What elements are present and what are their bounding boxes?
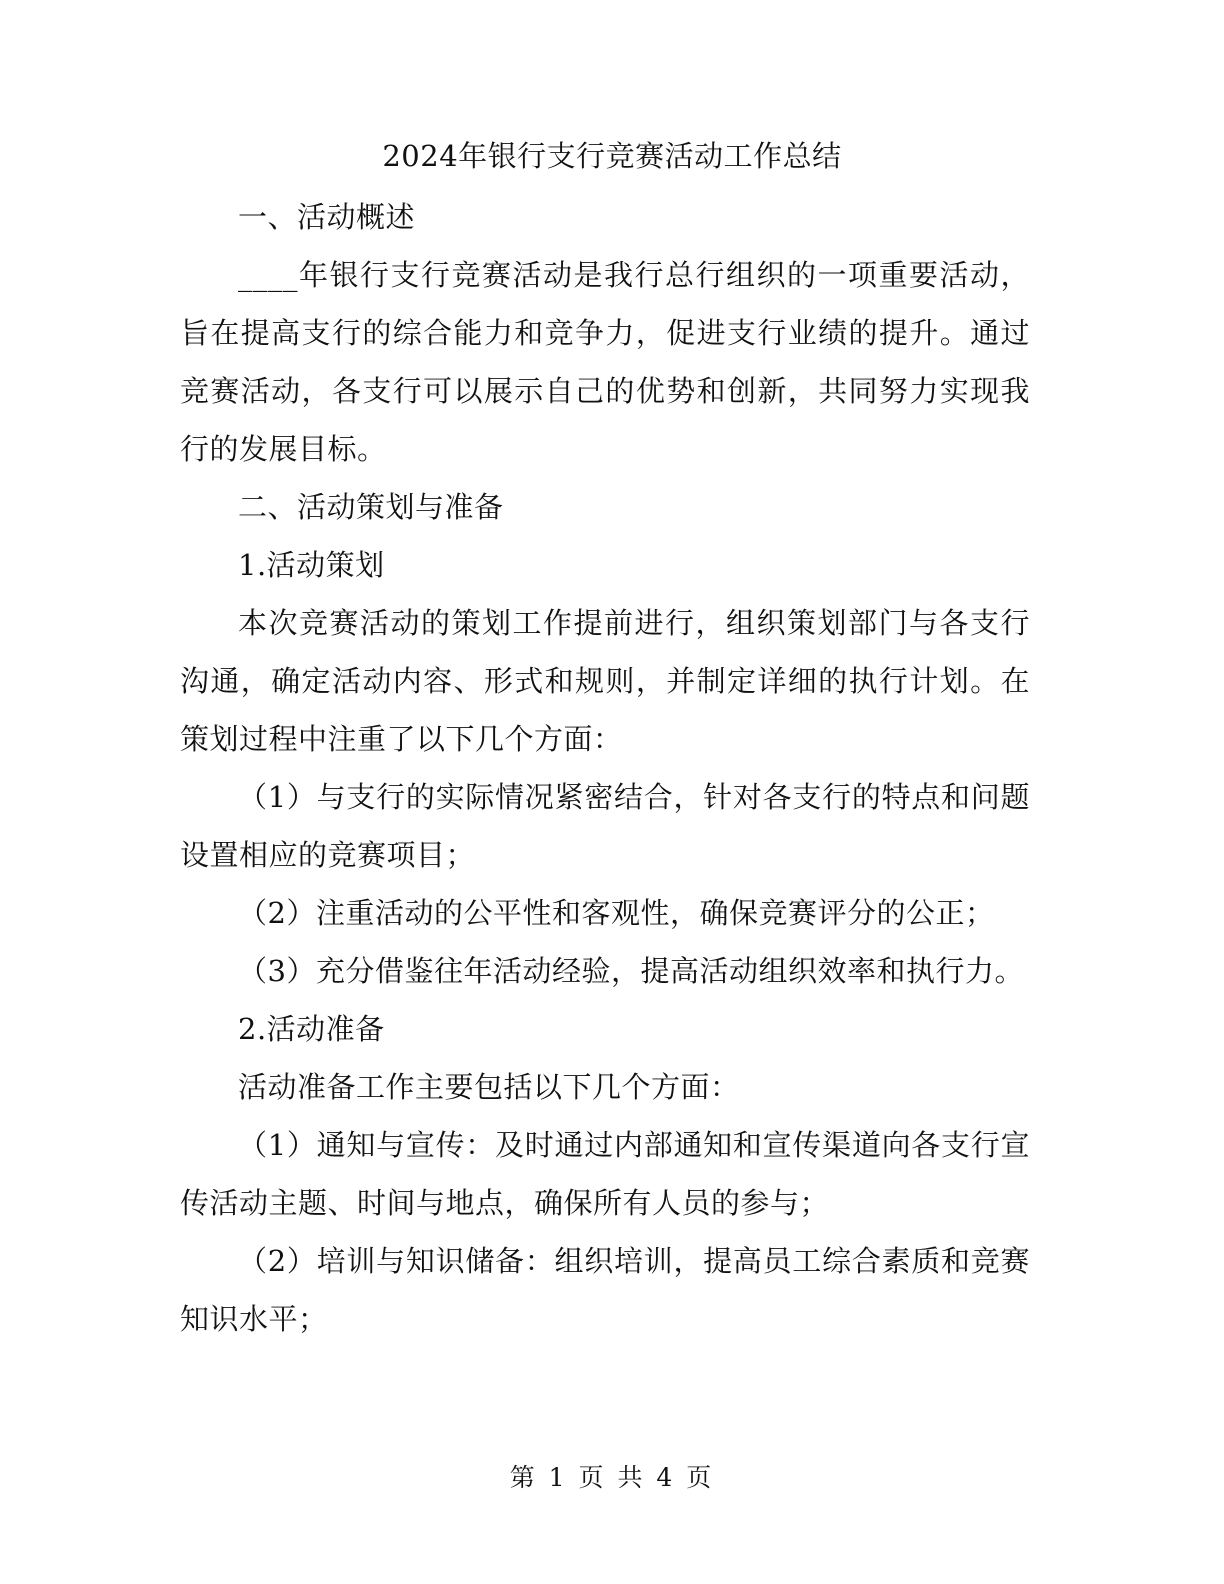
page-footer: 第 1 页 共 4 页	[509, 1463, 715, 1492]
list-item-preparation-2: （2）培训与知识储备：组织培训，提高员工综合素质和竞赛知识水平；	[180, 1244, 1030, 1336]
subheading-planning: 1.活动策划	[238, 548, 385, 582]
paragraph-preparation: 活动准备工作主要包括以下几个方面：	[238, 1070, 740, 1104]
paragraph-planning: 本次竞赛活动的策划工作提前进行，组织策划部门与各支行沟通，确定活动内容、形式和规则，并制定详细的执行计划。在策划过程中注重了以下几个方面：	[180, 606, 1030, 756]
document-body	[180, 188, 1030, 1348]
subheading-preparation: 2.活动准备	[238, 1012, 385, 1046]
list-item-planning-2: （2）注重活动的公平性和客观性，确保竞赛评分的公正；	[238, 896, 995, 930]
section-heading-planning: 二、活动策划与准备	[238, 490, 504, 524]
list-item-preparation-1: （1）通知与宣传：及时通过内部通知和宣传渠道向各支行宣传活动主题、时间与地点，确保所有人员的参与；	[180, 1128, 1030, 1220]
list-item-planning-1: （1）与支行的实际情况紧密结合，针对各支行的特点和问题设置相应的竞赛项目；	[180, 780, 1030, 872]
section-heading-overview: 一、活动概述	[238, 200, 416, 234]
paragraph-overview: ____年银行支行竞赛活动是我行总行组织的一项重要活动，旨在提高支行的综合能力和竞争力，促进支行业绩的提升。通过竞赛活动，各支行可以展示自己的优势和创新，共同努力实现我行的发展目标。	[180, 258, 1030, 466]
document-title: 2024年银行支行竞赛活动工作总结	[382, 139, 842, 173]
list-item-planning-3: （3）充分借鉴往年活动经验，提高活动组织效率和执行力。	[238, 954, 1024, 988]
